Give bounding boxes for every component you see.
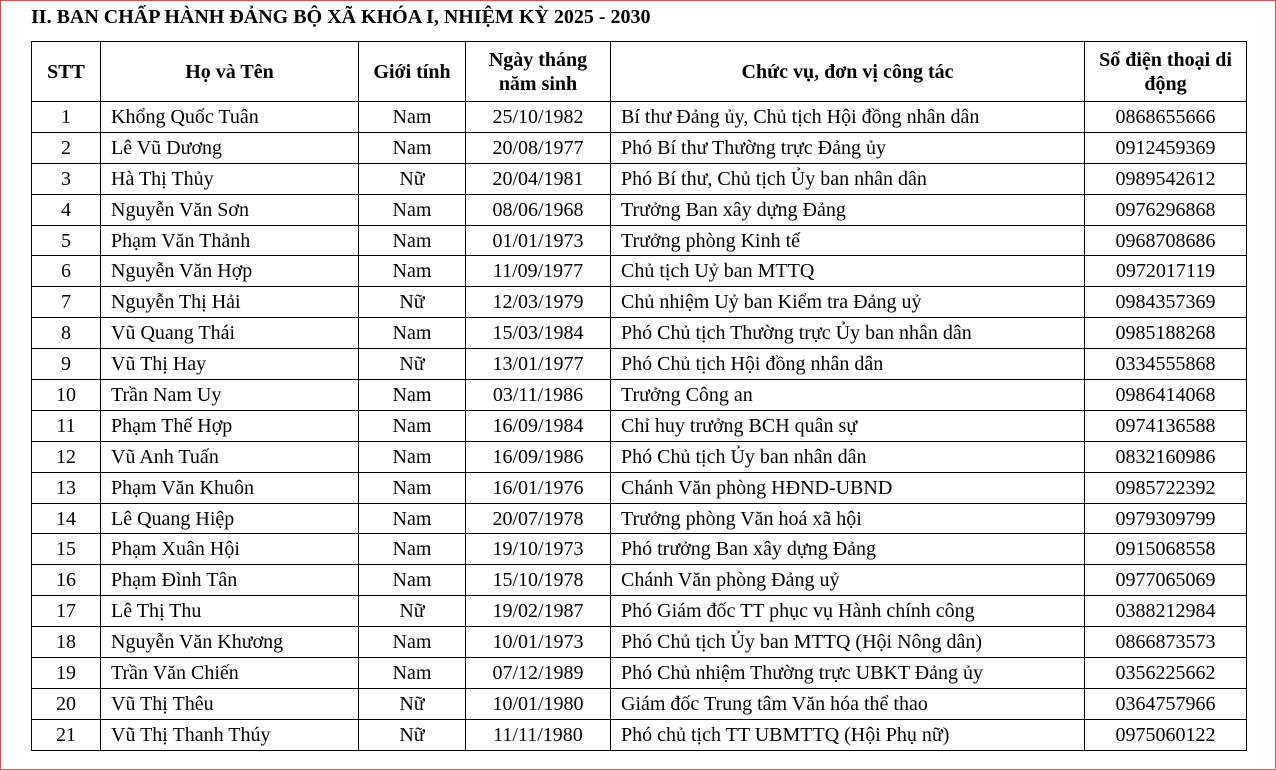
cell-name: Trần Văn Chiến [101,658,359,689]
cell-phone: 0972017119 [1085,256,1247,287]
cell-phone: 0866873573 [1085,627,1247,658]
cell-dob: 10/01/1980 [466,688,611,719]
cell-phone: 0915068558 [1085,534,1247,565]
page-title: II. BAN CHẤP HÀNH ĐẢNG BỘ XÃ KHÓA I, NHIỆM KỲ 2025 - 2030 [31,6,651,28]
cell-dob: 10/01/1973 [466,627,611,658]
cell-dob: 03/11/1986 [466,380,611,411]
cell-dob: 25/10/1982 [466,102,611,133]
cell-gender: Nữ [359,688,466,719]
cell-name: Vũ Thị Thêu [101,688,359,719]
table-row [32,256,1247,287]
cell-gender: Nam [359,410,466,441]
cell-stt: 7 [32,287,101,318]
cell-name: Phạm Đình Tân [101,565,359,596]
cell-phone: 0912459369 [1085,132,1247,163]
cell-name: Vũ Quang Thái [101,318,359,349]
cell-gender: Nam [359,441,466,472]
cell-name: Trần Nam Uy [101,380,359,411]
cell-gender: Nam [359,658,466,689]
table-row [32,194,1247,225]
cell-phone: 0388212984 [1085,596,1247,627]
cell-name: Khổng Quốc Tuân [101,102,359,133]
cell-name: Phạm Thế Hợp [101,410,359,441]
cell-dob: 12/03/1979 [466,287,611,318]
cell-gender: Nam [359,102,466,133]
cell-stt: 12 [32,441,101,472]
header-dob: Ngày tháng năm sinh [466,42,611,102]
cell-gender: Nữ [359,163,466,194]
cell-name: Nguyễn Văn Sơn [101,194,359,225]
cell-phone: 0979309799 [1085,503,1247,534]
cell-phone: 0868655666 [1085,102,1247,133]
cell-position: Phó Giám đốc TT phục vụ Hành chính công [611,596,1085,627]
cell-dob: 08/06/1968 [466,194,611,225]
cell-phone: 0984357369 [1085,287,1247,318]
table-row [32,287,1247,318]
header-gender: Giới tính [359,42,466,102]
cell-gender: Nam [359,132,466,163]
cell-position: Chủ nhiệm Uỷ ban Kiểm tra Đảng uỷ [611,287,1085,318]
cell-position: Trưởng phòng Văn hoá xã hội [611,503,1085,534]
cell-name: Phạm Văn Thảnh [101,225,359,256]
table-row [32,658,1247,689]
cell-stt: 5 [32,225,101,256]
cell-position: Trưởng Ban xây dựng Đảng [611,194,1085,225]
cell-stt: 10 [32,380,101,411]
cell-gender: Nam [359,318,466,349]
cell-phone: 0985188268 [1085,318,1247,349]
table-row [32,225,1247,256]
cell-phone: 0364757966 [1085,688,1247,719]
cell-dob: 11/11/1980 [466,719,611,750]
cell-position: Chánh Văn phòng Đảng uỷ [611,565,1085,596]
cell-gender: Nữ [359,719,466,750]
cell-phone: 0832160986 [1085,441,1247,472]
header-position: Chức vụ, đơn vị công tác [611,42,1085,102]
cell-stt: 13 [32,472,101,503]
cell-stt: 3 [32,163,101,194]
cell-stt: 14 [32,503,101,534]
cell-stt: 1 [32,102,101,133]
cell-position: Trưởng phòng Kinh tế [611,225,1085,256]
header-row [32,42,1247,102]
cell-stt: 8 [32,318,101,349]
table-row [32,503,1247,534]
cell-name: Vũ Thị Thanh Thúy [101,719,359,750]
cell-gender: Nữ [359,349,466,380]
cell-phone: 0974136588 [1085,410,1247,441]
cell-dob: 16/09/1986 [466,441,611,472]
table-row [32,163,1247,194]
cell-position: Phó Chủ tịch Ủy ban nhân dân [611,441,1085,472]
cell-phone: 0334555868 [1085,349,1247,380]
cell-position: Chủ tịch Uỷ ban MTTQ [611,256,1085,287]
cell-dob: 01/01/1973 [466,225,611,256]
table-row [32,627,1247,658]
cell-phone: 0986414068 [1085,380,1247,411]
cell-position: Phó Bí thư, Chủ tịch Ủy ban nhân dân [611,163,1085,194]
cell-dob: 19/10/1973 [466,534,611,565]
cell-name: Nguyễn Văn Khương [101,627,359,658]
table-row [32,318,1247,349]
cell-name: Phạm Xuân Hội [101,534,359,565]
table-row [32,410,1247,441]
cell-dob: 15/10/1978 [466,565,611,596]
cell-gender: Nam [359,565,466,596]
cell-dob: 07/12/1989 [466,658,611,689]
cell-gender: Nam [359,225,466,256]
cell-gender: Nam [359,534,466,565]
cell-gender: Nam [359,503,466,534]
cell-gender: Nữ [359,287,466,318]
cell-name: Vũ Anh Tuấn [101,441,359,472]
cell-dob: 16/09/1984 [466,410,611,441]
cell-position: Phó Bí thư Thường trực Đảng ủy [611,132,1085,163]
cell-gender: Nam [359,194,466,225]
cell-stt: 18 [32,627,101,658]
cell-phone: 0989542612 [1085,163,1247,194]
cell-stt: 11 [32,410,101,441]
cell-name: Phạm Văn Khuôn [101,472,359,503]
table-row [32,596,1247,627]
cell-position: Phó Chủ tịch Thường trực Ủy ban nhân dân [611,318,1085,349]
cell-phone: 0976296868 [1085,194,1247,225]
cell-dob: 20/08/1977 [466,132,611,163]
cell-position: Phó Chủ tịch Ủy ban MTTQ (Hội Nông dân) [611,627,1085,658]
cell-stt: 19 [32,658,101,689]
cell-dob: 20/04/1981 [466,163,611,194]
header-stt: STT [32,42,101,102]
cell-position: Phó trưởng Ban xây dựng Đảng [611,534,1085,565]
cell-gender: Nữ [359,596,466,627]
cell-position: Chánh Văn phòng HĐND-UBND [611,472,1085,503]
cell-name: Lê Quang Hiệp [101,503,359,534]
table-row [32,102,1247,133]
cell-stt: 6 [32,256,101,287]
header-name: Họ và Tên [101,42,359,102]
cell-phone: 0356225662 [1085,658,1247,689]
members-table [31,41,1247,751]
cell-stt: 2 [32,132,101,163]
cell-gender: Nam [359,380,466,411]
cell-dob: 20/07/1978 [466,503,611,534]
cell-position: Trưởng Công an [611,380,1085,411]
cell-gender: Nam [359,472,466,503]
table-row [32,565,1247,596]
cell-name: Nguyễn Văn Hợp [101,256,359,287]
cell-dob: 19/02/1987 [466,596,611,627]
header-phone: Số điện thoại di động [1085,42,1247,102]
table-body [32,102,1247,751]
cell-name: Hà Thị Thủy [101,163,359,194]
table-row [32,441,1247,472]
cell-stt: 21 [32,719,101,750]
cell-name: Nguyễn Thị Hải [101,287,359,318]
cell-position: Giám đốc Trung tâm Văn hóa thể thao [611,688,1085,719]
cell-position: Phó chủ tịch TT UBMTTQ (Hội Phụ nữ) [611,719,1085,750]
table-row [32,349,1247,380]
cell-position: Chỉ huy trưởng BCH quân sự [611,410,1085,441]
cell-stt: 16 [32,565,101,596]
cell-stt: 20 [32,688,101,719]
cell-dob: 11/09/1977 [466,256,611,287]
table-row [32,688,1247,719]
table-header [32,42,1247,102]
cell-phone: 0968708686 [1085,225,1247,256]
cell-name: Vũ Thị Hay [101,349,359,380]
cell-dob: 16/01/1976 [466,472,611,503]
table-row [32,534,1247,565]
cell-gender: Nam [359,627,466,658]
cell-position: Phó Chủ tịch Hội đồng nhân dân [611,349,1085,380]
cell-phone: 0975060122 [1085,719,1247,750]
cell-dob: 15/03/1984 [466,318,611,349]
cell-name: Lê Thị Thu [101,596,359,627]
cell-phone: 0985722392 [1085,472,1247,503]
cell-position: Phó Chủ nhiệm Thường trực UBKT Đảng ủy [611,658,1085,689]
cell-position: Bí thư Đảng ủy, Chủ tịch Hội đồng nhân dân [611,102,1085,133]
table-row [32,132,1247,163]
cell-stt: 4 [32,194,101,225]
cell-gender: Nam [359,256,466,287]
table-row [32,472,1247,503]
cell-stt: 17 [32,596,101,627]
cell-dob: 13/01/1977 [466,349,611,380]
table-row [32,380,1247,411]
table-row [32,719,1247,750]
cell-name: Lê Vũ Dương [101,132,359,163]
cell-stt: 9 [32,349,101,380]
cell-stt: 15 [32,534,101,565]
cell-phone: 0977065069 [1085,565,1247,596]
